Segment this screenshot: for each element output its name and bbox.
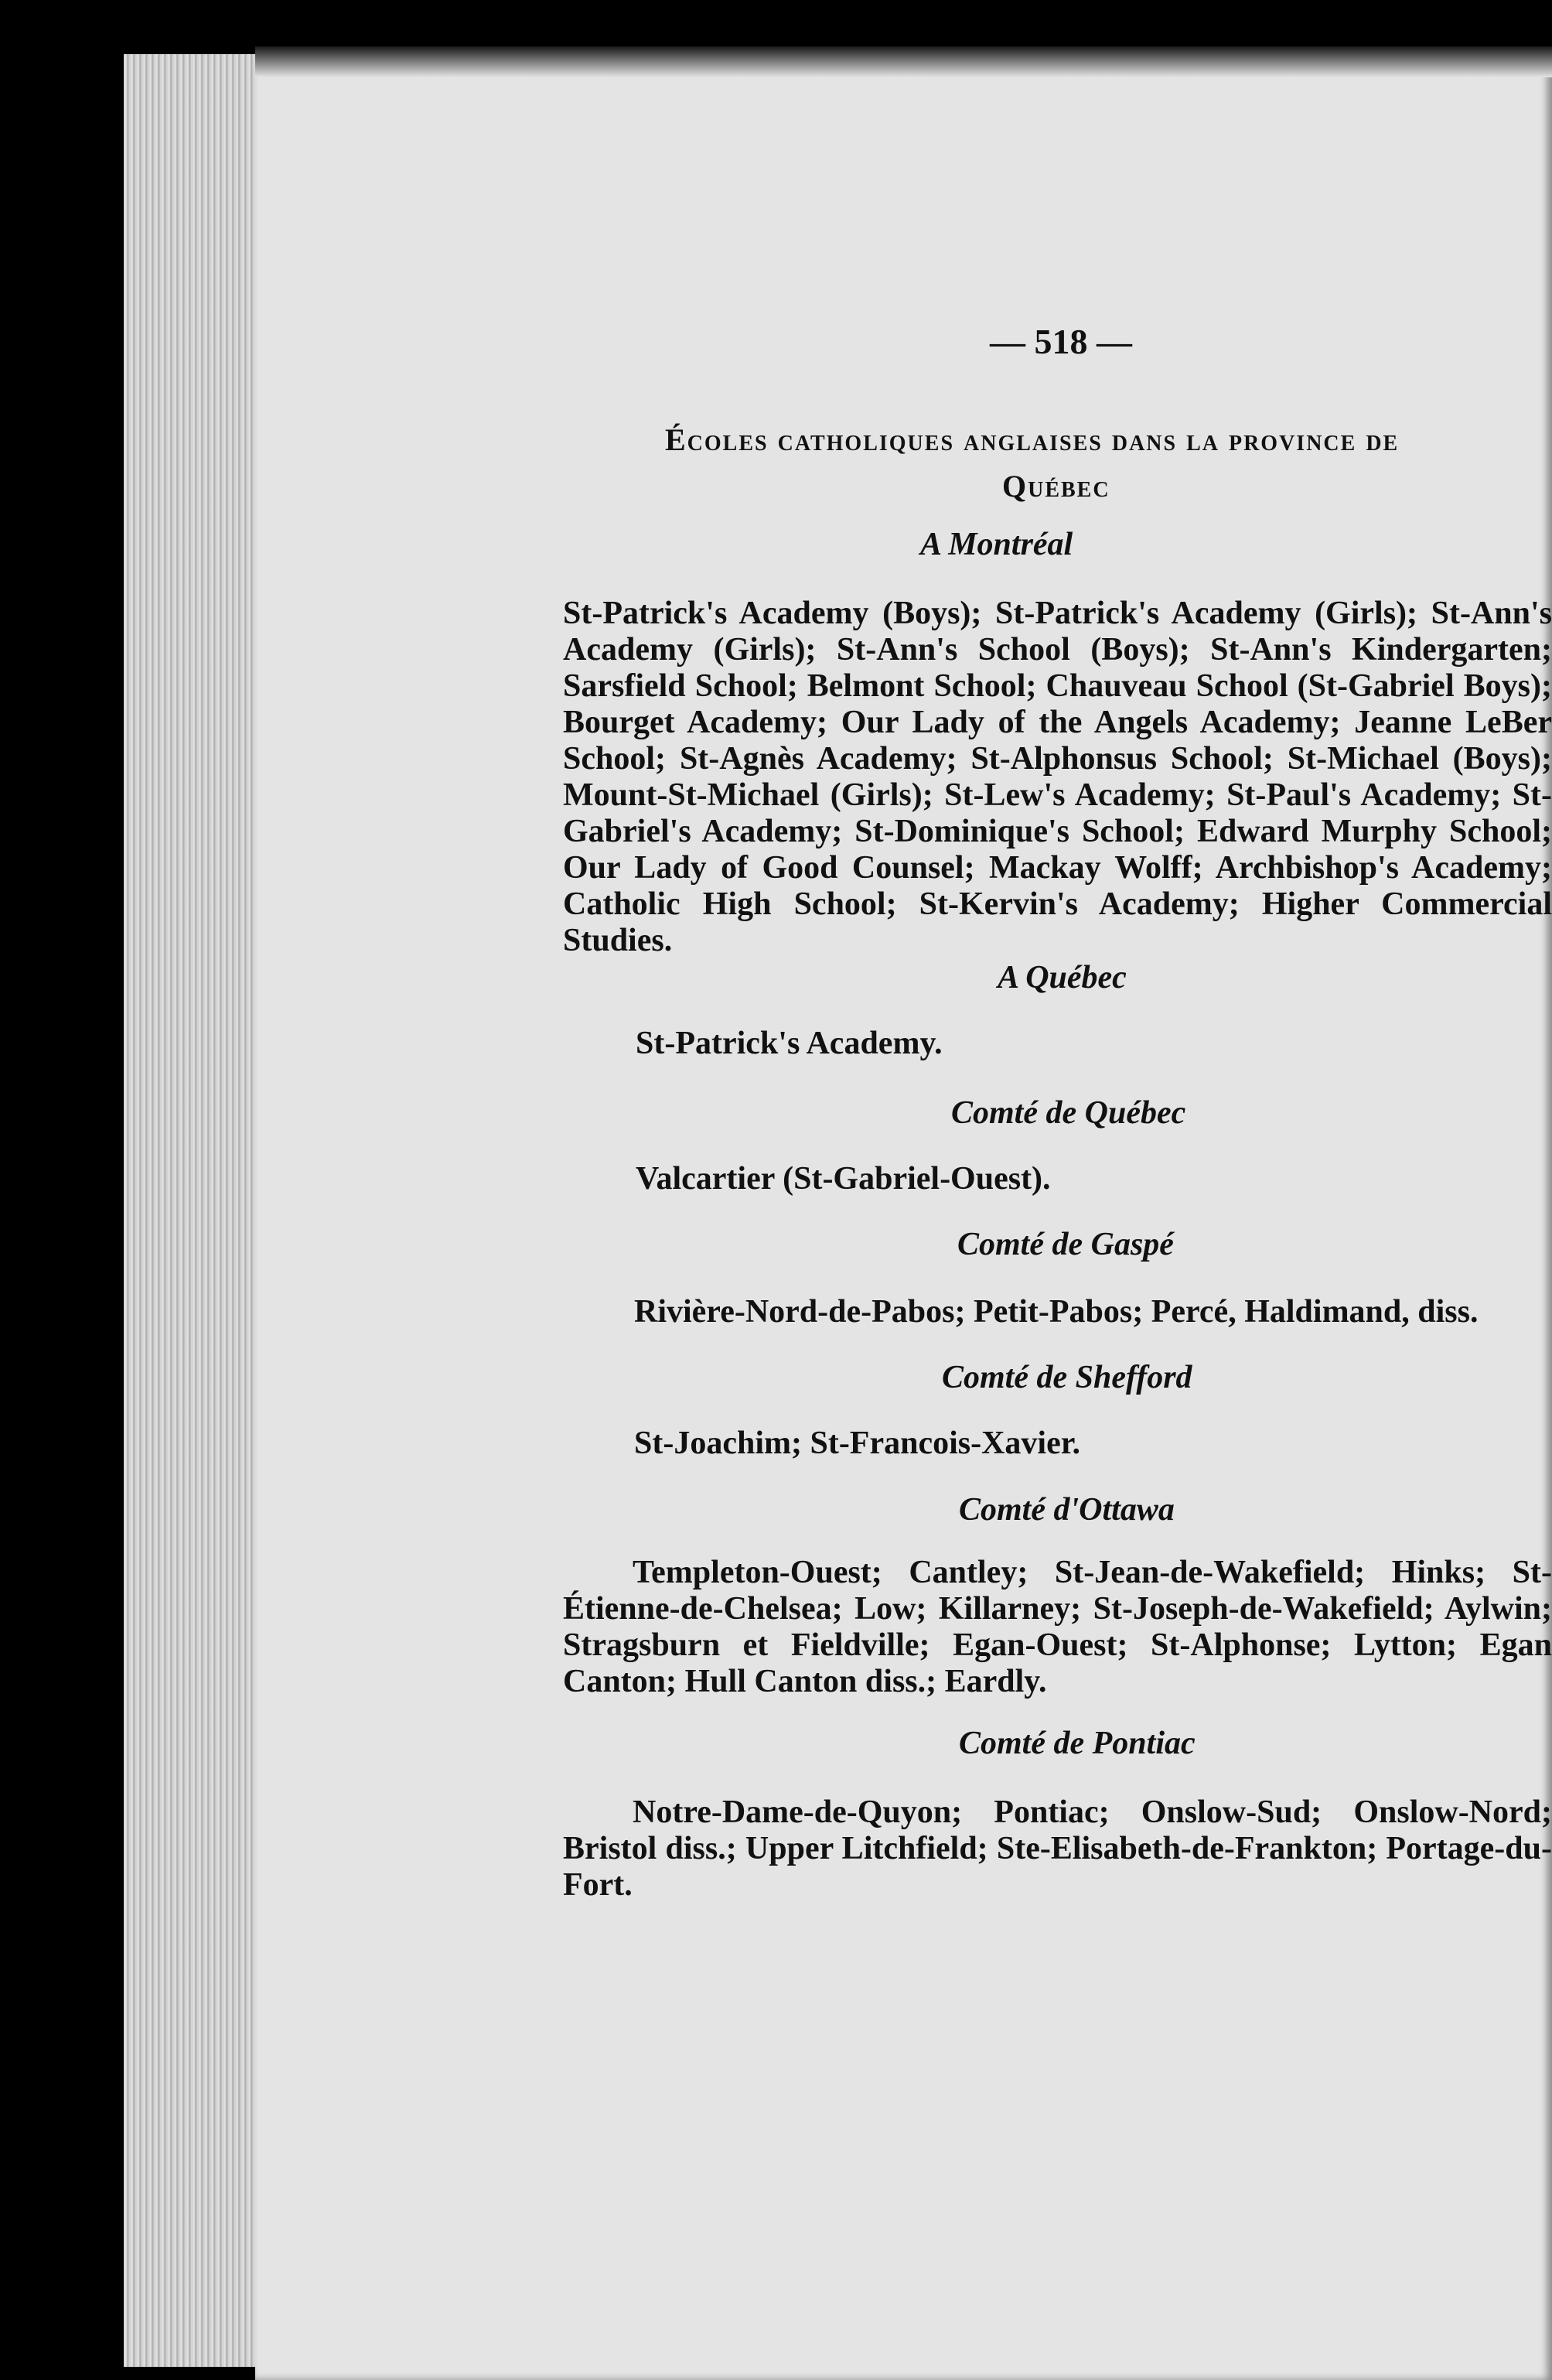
page-title-line-2: Québec [1002, 469, 1110, 504]
page-number: — 518 — [990, 322, 1132, 361]
page-title-line-1: Écoles catholiques anglaises dans la province de [665, 422, 1400, 457]
heading-comte-shefford: Comté de Shefford [942, 1360, 1192, 1395]
text-montreal: St-Patrick's Academy (Boys); St-Patrick's Academy (Girls); St-Ann's Academy (Girls); St-Ann's School (Boys); St-Ann's Kindergarten; Sarsfield School; Belmont School; Chauveau School (St-Gabriel Boys); Bourget Academy; Our Lady of the Angels Academy; Jeanne LeBer School; St-Agnès Academy; St-Alphonsus School; St-Michael (Boys); Mount-St-Michael (Girls); St-Lew's Academy; St-Paul's Academy; St-Gabriel's Academy; St-Dominique's School; Edward Murphy School; Our Lady of Good Counsel; Mackay Wolff; Archbishop's Academy; Catholic High School; St-Kervin's Academy; Higher Commercial Studies. [563, 596, 1552, 958]
book-page [255, 62, 1552, 2380]
text-comte-quebec: Valcartier (St-Gabriel-Ouest). [636, 1161, 1051, 1197]
text-comte-shefford: St-Joachim; St-Francois-Xavier. [634, 1426, 1081, 1461]
heading-comte-quebec: Comté de Québec [951, 1095, 1186, 1131]
page-top-shadow [255, 46, 1552, 77]
heading-comte-gaspe: Comté de Gaspé [957, 1227, 1174, 1262]
text-quebec-city: St-Patrick's Academy. [636, 1026, 943, 1061]
heading-montreal: A Montréal [920, 527, 1073, 562]
heading-quebec-city: A Québec [998, 960, 1127, 995]
text-comte-pontiac: Notre-Dame-de-Quyon; Pontiac; Onslow-Sud; Onslow-Nord; Bristol diss.; Upper Litchfield; Ste-Elisabeth-de-Frankton; Portage-du-Fort. [563, 1794, 1552, 1903]
heading-comte-pontiac: Comté de Pontiac [959, 1726, 1196, 1761]
heading-comte-ottawa: Comté d'Ottawa [959, 1492, 1175, 1528]
text-comte-gaspe: Rivière-Nord-de-Pabos; Petit-Pabos; Percé, Haldimand, diss. [634, 1294, 1479, 1330]
text-comte-ottawa: Templeton-Ouest; Cantley; St-Jean-de-Wakefield; Hinks; St-Étienne-de-Chelsea; Low; Killarney; St-Joseph-de-Wakefield; Aylwin; Stragsburn et Fieldville; Egan-Ouest; St-Alphonse; Lytton; Egan Canton; Hull Canton diss.; Eardly. [563, 1555, 1552, 1699]
